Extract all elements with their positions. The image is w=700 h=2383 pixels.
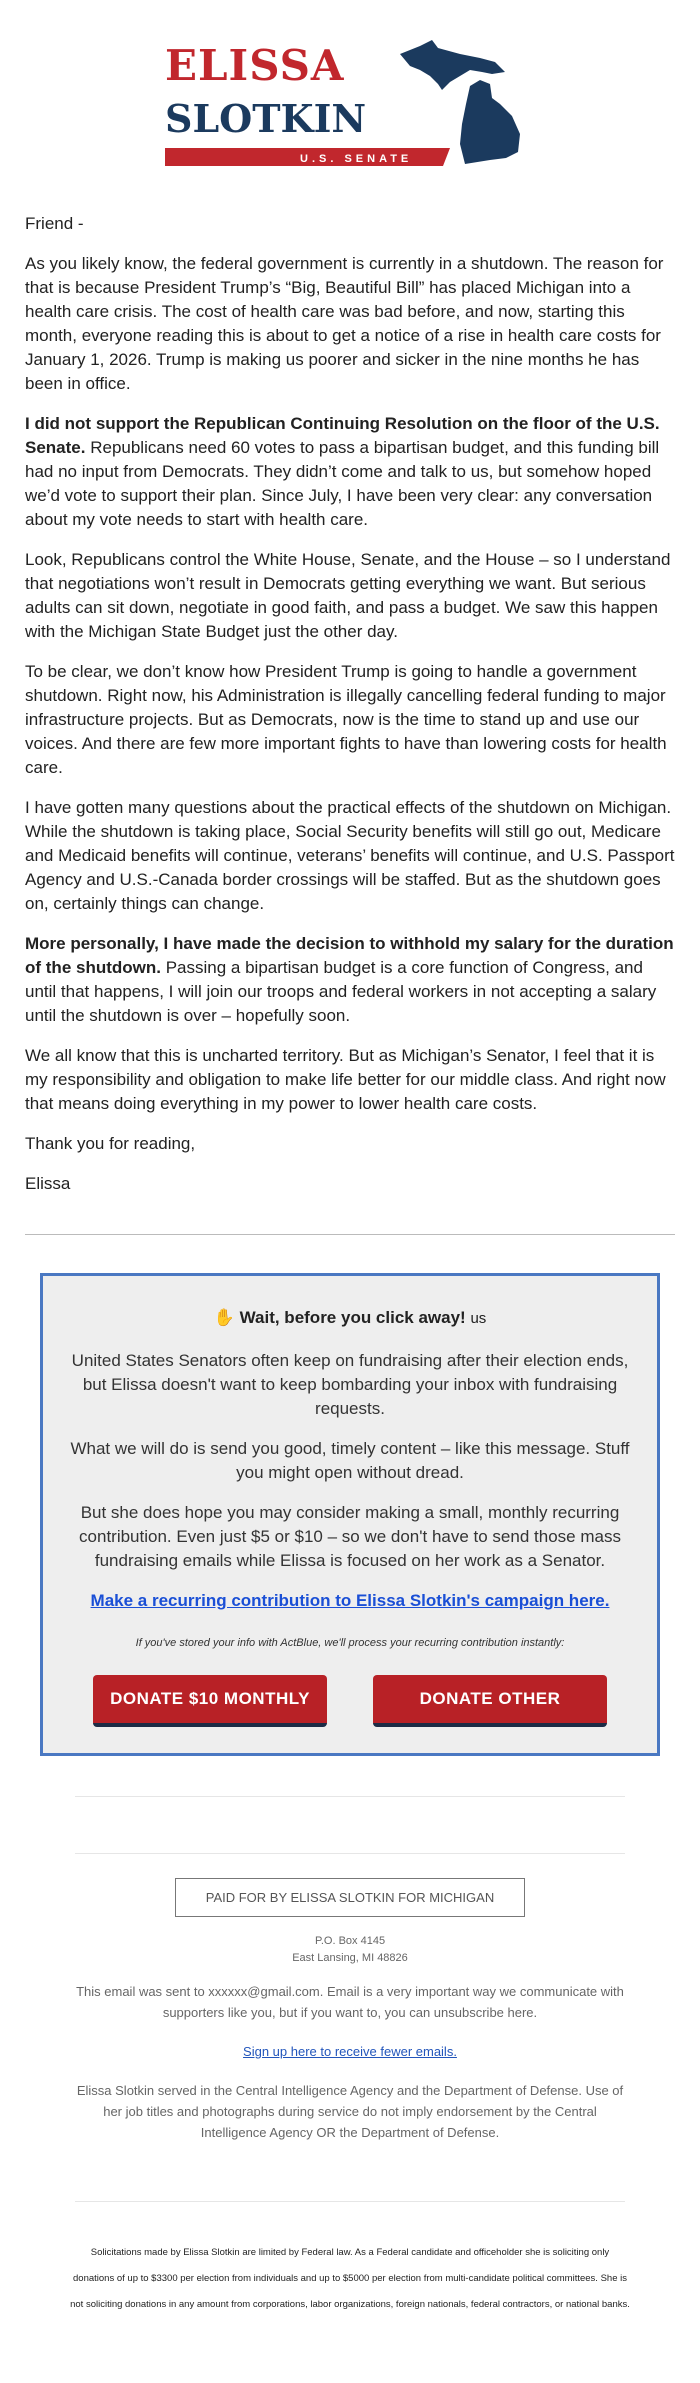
paragraph — [25, 412, 675, 532]
paragraph: To be clear, we don’t know how President Trump is going to handle a government shutdown. Right now, his Administration is illegally cancelling federal funding to major infrastructure projects. But as Democrats, now is the time to stand up and use our voices. And there are few more important fights to have than lowering costs for health care. — [25, 662, 667, 777]
actblue-note: If you've stored your info with ActBlue, we'll process your recurring contribution instantly: — [135, 1637, 565, 1649]
bold-lead: I did not support the Republican Continuing Resolution on the floor of the U.S. Senate. — [25, 414, 660, 457]
signature: Elissa — [25, 1174, 71, 1193]
paragraph-text: Passing a bipartisan budget is a core function of Congress, and until that happens, I will join our troops and federal workers in not accepting a salary until the shutdown is over – hopefully soon. — [25, 958, 657, 1025]
svg-text:U.S. SENATE: U.S. SENATE — [300, 153, 413, 165]
divider — [25, 1234, 675, 1235]
paragraph: Look, Republicans control the White House, Senate, and the House – so I understand that negotiations won’t result in Democrats getting everything we want. But serious adults can sit down, negotiate in good faith, and pass a budget. We saw this happen with the Michigan State Budget just the other day. — [25, 550, 671, 641]
address-line: P.O. Box 4145 — [314, 1935, 386, 1947]
heading-suffix: us — [470, 1310, 487, 1327]
box-link-row — [65, 1589, 635, 1613]
mailing-address — [70, 1933, 630, 1967]
paragraph: As you likely know, the federal government is currently in a shutdown. The reason for that is because President Trump’s “Big, Beautiful Bill” has placed Michigan into a health care crisis. The cost of health care was bad before, and now, starting this month, everyone reading this is about to get a notice of a rise in health care costs for January 1, 2026. Trump is making us poorer and sicker in the nine months he has been in office. — [25, 254, 664, 393]
sent-to-notice: This email was sent to xxxxxx@gmail.com. Email is a very important way we communicate with supporters like you, but if you want to, you can unsubscribe here. — [76, 1984, 624, 2020]
closing: Thank you for reading, — [25, 1134, 196, 1153]
slotkin-logo — [110, 24, 590, 174]
letter-body — [0, 212, 700, 1196]
legal-disclaimer: Solicitations made by Elissa Slotkin are limited by Federal law. As a Federal candidate and officeholder she is soliciting only donations of up to $3300 per election from individuals and up to $5000 per election from multi-candidate political committees. She is not soliciting donations in any amount from corporations, labor organizations, foreign nationals, federal contractors, or national banks. — [70, 2247, 630, 2310]
box-heading — [65, 1306, 635, 1331]
email-page — [0, 24, 700, 2332]
paragraph: We all know that this is uncharted territory. But as Michigan’s Senator, I feel that it is my responsibility and obligation to make life better for our middle class. And right now that means doing everything in my power to lower health care costs. — [25, 1046, 666, 1113]
donate-other-button[interactable]: DONATE OTHER — [373, 1675, 607, 1727]
box-paragraph: But she does hope you may consider making a small, monthly recurring contribution. Even just $5 or $10 – so we don't have to send those mass fundraising emails while Elissa is focused on her work as a Senator. — [79, 1503, 621, 1570]
fewer-emails-row — [70, 2041, 630, 2062]
bold-lead: More personally, I have made the decision to withhold my salary for the duration of the shutdown. — [25, 934, 674, 977]
waving-hand-icon: ✋ — [213, 1308, 235, 1327]
paid-for-notice: PAID FOR BY ELISSA SLOTKIN FOR MICHIGAN — [175, 1878, 525, 1917]
fewer-emails-link[interactable]: Sign up here to receive fewer emails. — [243, 2044, 457, 2059]
box-paragraph: United States Senators often keep on fundraising after their election ends, but Elissa doesn't want to keep bombarding your inbox with fundraising requests. — [71, 1351, 629, 1418]
paragraph: I have gotten many questions about the practical effects of the shutdown on Michigan. While the shutdown is taking place, Social Security benefits will still go out, Medicare and Medicaid benefits will continue, veterans’ benefits will continue, and U.S. Passport Agency and U.S.-Canada border crossings will be staffed. But as the shutdown goes on, certainly things can change. — [25, 798, 675, 913]
svg-text:ELISSA: ELISSA — [165, 41, 345, 90]
recurring-donation-box — [40, 1273, 660, 1756]
recurring-contribution-link[interactable]: Make a recurring contribution to Elissa Slotkin's campaign here. — [90, 1591, 610, 1610]
svg-text:SLOTKIN: SLOTKIN — [165, 96, 367, 141]
footer — [0, 1854, 700, 2143]
michigan-map-icon — [400, 40, 520, 164]
box-paragraph: What we will do is send you good, timely content – like this message. Stuff you might open without dread. — [70, 1439, 630, 1482]
greeting: Friend - — [25, 214, 84, 233]
donate-10-monthly-button[interactable]: DONATE $10 MONTHLY — [93, 1675, 327, 1727]
service-disclaimer: Elissa Slotkin served in the Central Intelligence Agency and the Department of Defense. Use of her job titles and photographs during service do not imply endorsement by the Central Intelligence Agency OR the Department of Defense. — [76, 2083, 624, 2140]
paragraph-text: Republicans need 60 votes to pass a bipartisan budget, and this funding bill had no input from Democrats. They didn’t come and talk to us, but somehow hoped we’d vote to support their plan. Since July, I have been very clear: any conversation about my vote needs to start with health care. — [25, 438, 660, 529]
heading-text: Wait, before you click away! — [239, 1308, 466, 1327]
address-line: East Lansing, MI 48826 — [292, 1952, 408, 1964]
paragraph — [25, 932, 675, 1028]
donate-buttons — [65, 1675, 635, 1727]
